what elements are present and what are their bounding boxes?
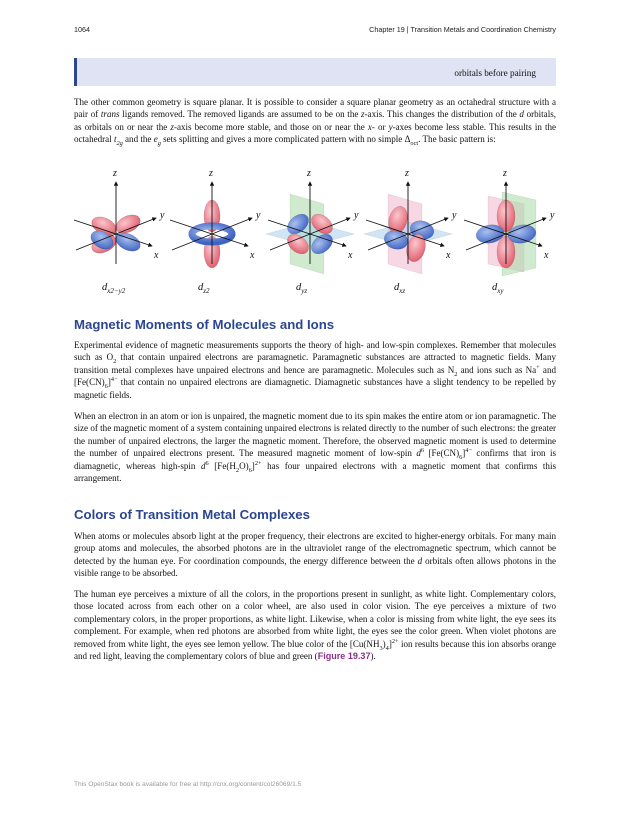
magnetic-paragraph-2: When an electron in an atom or ion is unpaired, the magnetic moment due to its spin makes the entire atom or ion paramagnetic. The size of the magnetic moment of a system containing unpaired electrons is related directly to the number of such electrons: the greater the number of unpaired electrons, the larger the magnetic moment. Therefore, the observed magnetic moment is used to determine the number of unpaired electrons present. The measured magnetic moment of low-spin $d^6$ $[Fe(CN)_6]^{4-}$ confirms that iron is diamagnetic, whereas high-spin $d^6$ $[Fe(H_2O)_6]^{2+}$ has four unpaired electrons with a magnetic moment that confirms this arrangement. <box>74 411 556 484</box>
y-axis-label: y <box>452 210 457 221</box>
orbital-label: $d_{xz}$ <box>394 282 406 295</box>
page-footer: This OpenStax book is available for free at http://cnx.org/content/col26069/1.5 <box>74 781 302 788</box>
orbital-label: $d_{yz}$ <box>296 282 308 295</box>
x-axis-label: x <box>250 250 255 261</box>
y-axis-label: y <box>550 210 555 221</box>
orbital-label: $d_{z2}$ <box>198 282 210 295</box>
orbital-label: $d_{x2-y2}$ <box>102 282 126 295</box>
callout-text: orbitals before pairing <box>454 68 536 78</box>
d-orbital-diagram <box>68 164 562 298</box>
chapter-header: Chapter 19 | Transition Metals and Coordination Chemistry <box>369 25 556 34</box>
x-axis-label: x <box>348 250 353 261</box>
z-axis-label: z <box>503 168 507 179</box>
callout-box <box>74 58 556 86</box>
z-axis-label: z <box>113 168 117 179</box>
figure-link[interactable]: Figure 19.37 <box>317 651 371 662</box>
y-axis-label: y <box>160 210 165 221</box>
z-axis-label: z <box>307 168 311 179</box>
axes-0 <box>74 182 156 264</box>
section-title-colors: Colors of Transition Metal Complexes <box>74 507 310 522</box>
page-number: 1064 <box>74 25 90 34</box>
magnetic-paragraph-1: Experimental evidence of magnetic measurements supports the theory of high- and low-spin complexes. Remember that molecules such as $O_2$ that contain unpaired electrons are paramagnetic. Paramagnetic substances are attracted to magnetic fields. Many transition metal complexes have unpaired electrons and hence are paramagnetic. Molecules such as $N_2$ and ions such as Na+ and $[Fe(CN)_6]^{4-}$ that contain no unpaired electrons are diamagnetic. Diamagnetic substances have a slight tendency to be repelled by magnetic fields. <box>74 340 556 400</box>
section-title-magnetic: Magnetic Moments of Molecules and Ions <box>74 317 335 332</box>
z-axis-label: z <box>405 168 409 179</box>
intro-paragraph: The other common geometry is square planar. It is possible to consider a square planar geometry as an octahedral structure with a pair of trans ligands removed. The removed ligands are assumed to be on the z-axis. This changes the distribution of the d orbitals, as orbitals on or near the z-axis become more stable, and those on or near the x- or y-axes become less stable. This results in the octahedral $t_{2g}$ and the $e_g$ sets splitting and gives a more complicated pattern with no simple $\Delta_{oct}$. The basic pattern is: <box>74 97 556 148</box>
x-axis-label: x <box>544 250 549 261</box>
z-axis-label: z <box>209 168 213 179</box>
colors-paragraph-2: The human eye perceives a mixture of all the colors, in the proportions present in sunlight, as white light. Complementary colors, those located across from each other on a color wheel, are also used in color vision. The eye perceives a mixture of two complementary colors, in the proper proportions, as white light. Likewise, when a color is missing from white light, the eye sees its complement. For example, when red photons are absorbed from white light, the eyes see the color green. When violet photons are removed from white light, the eyes see lemon yellow. The blue color of the $[Cu(NH_3)_4]^{2+}$ ion results because this ion absorbs orange and red light, leaving the complementary colors of blue and green (Figure 19.37). <box>74 589 556 662</box>
y-axis-label: y <box>256 210 261 221</box>
x-axis-label: x <box>446 250 451 261</box>
x-axis-label: x <box>154 250 159 261</box>
orbital-label: $d_{xy}$ <box>492 282 504 295</box>
lobe-positive <box>113 211 143 236</box>
y-axis-label: y <box>354 210 359 221</box>
colors-paragraph-1: When atoms or molecules absorb light at the proper frequency, their electrons are excited to higher-energy orbitals. For many main group atoms and molecules, the absorbed photons are in the ultraviolet range of the electromagnetic spectrum, which cannot be detected by the human eye. For coordination compounds, the energy difference between the d orbitals often allows photons in the visible range to be absorbed. <box>74 531 557 579</box>
